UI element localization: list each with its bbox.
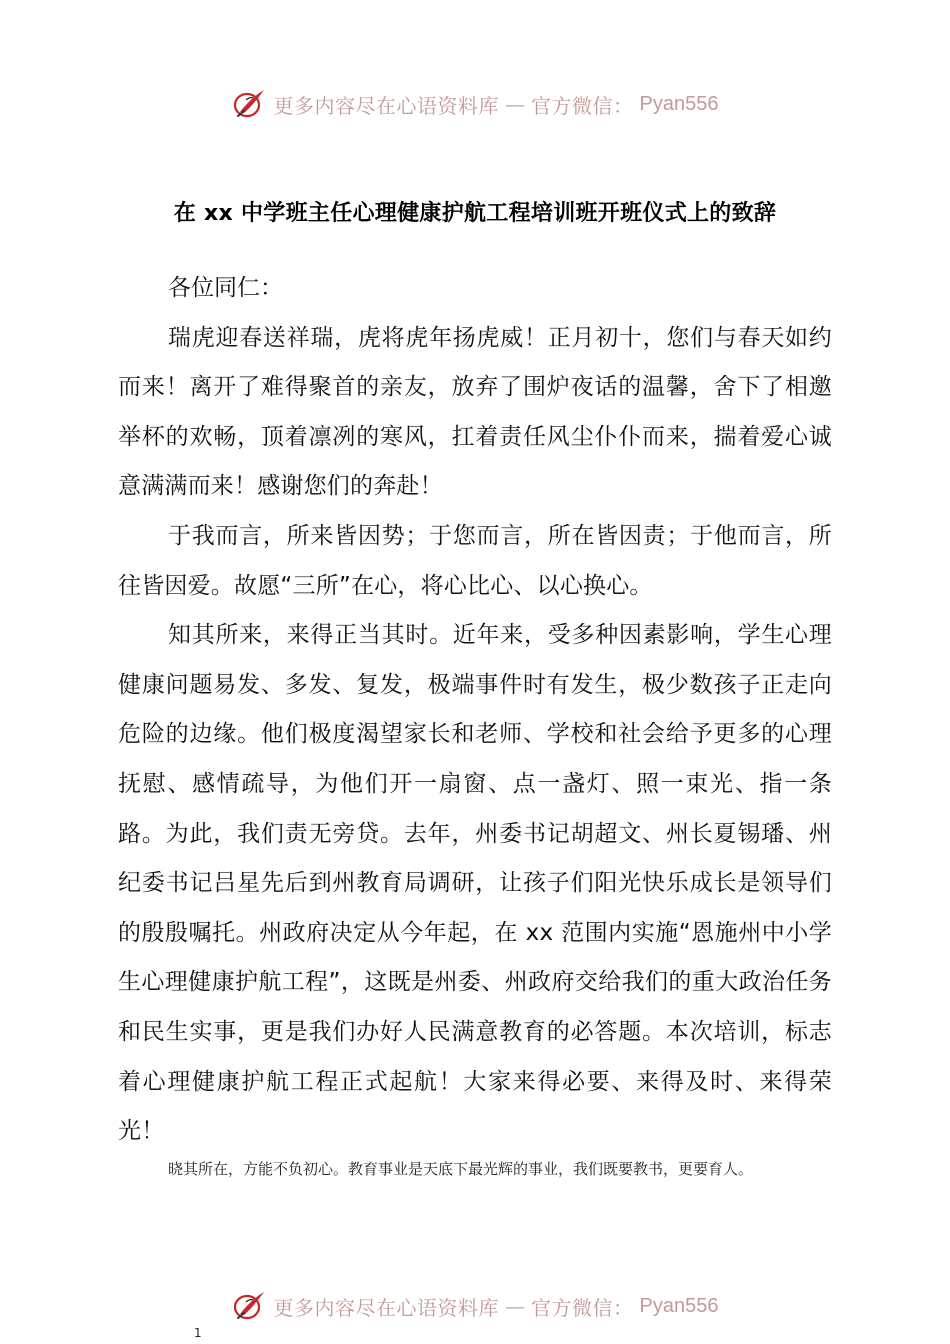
page-number: 1 [194,1326,202,1340]
header-banner-text: 更多内容尽在心语资料库 [273,93,500,118]
document-title: 在 xx 中学班主任心理健康护航工程培训班开班仪式上的致辞 [173,201,777,226]
header-wechat-label: 官方微信： [531,93,634,118]
footer-banner-separator: — [505,1294,526,1318]
paragraph-3: 知其所来，来得正当其时。近年来，受多种因素影响，学生心理健康问题易发、多发、复发，极端事件时有发生，极少数孩子正走向危险的边缘。他们极度渴望家长和老师、学校和社会给予更多的心理抚慰、感情疏导，为他们开一扇窗、点一盏灯、照一束光、指一条路。为此，我们责无旁贷。去年，州委书记胡超文、州长夏锡璠、州纪委书记吕星先后到州教育局调研，让孩子们阳光快乐成长是领导们的殷殷嘱托。州政府决定从今年起，在 xx 范围内实施“恩施州中小学生心理健康护航工程”，这既是州委、州政府交给我们的重大政治任务和民生实事，更是我们办好人民满意教育的必答题。本次培训，标志着心理健康护航工程正式起航！大家来得必要、来得及时、来得荣光！ [118,622,832,1145]
header-banner-inner [232,86,719,122]
salutation: 各位同仁： [168,275,283,301]
header-banner [0,82,950,126]
document-body [118,264,832,1157]
footer-banner-text: 更多内容尽在心语资料库 [273,1295,500,1320]
small-text-line: 晓其所在，方能不负初心。教育事业是天底下最光辉的事业，我们既要教书，更要育人。 [168,1160,754,1178]
footer-wechat-id: Pyan556 [639,1294,719,1317]
paragraph-2: 于我而言，所来皆因势；于您而言，所在皆因责；于他而言，所往皆因爱。故愿“三所”在心，将心比心、以心换心。 [118,522,832,599]
footer-wechat-label: 官方微信： [531,1295,634,1320]
quill-logo-icon [232,1288,268,1324]
footer-banner-inner [232,1288,719,1324]
quill-logo-icon [232,86,268,122]
header-banner-separator: — [505,92,526,116]
footer-banner [0,1284,950,1328]
paragraph-1: 瑞虎迎春送祥瑞，虎将虎年扬虎威！正月初十，您们与春天如约而来！离开了难得聚首的亲友，放弃了围炉夜话的温馨，舍下了相邀举杯的欢畅，顶着凛冽的寒风，扛着责任风尘仆仆而来，揣着爱心诚意满满而来！感谢您们的奔赴！ [118,324,832,500]
header-wechat-id: Pyan556 [639,92,719,115]
